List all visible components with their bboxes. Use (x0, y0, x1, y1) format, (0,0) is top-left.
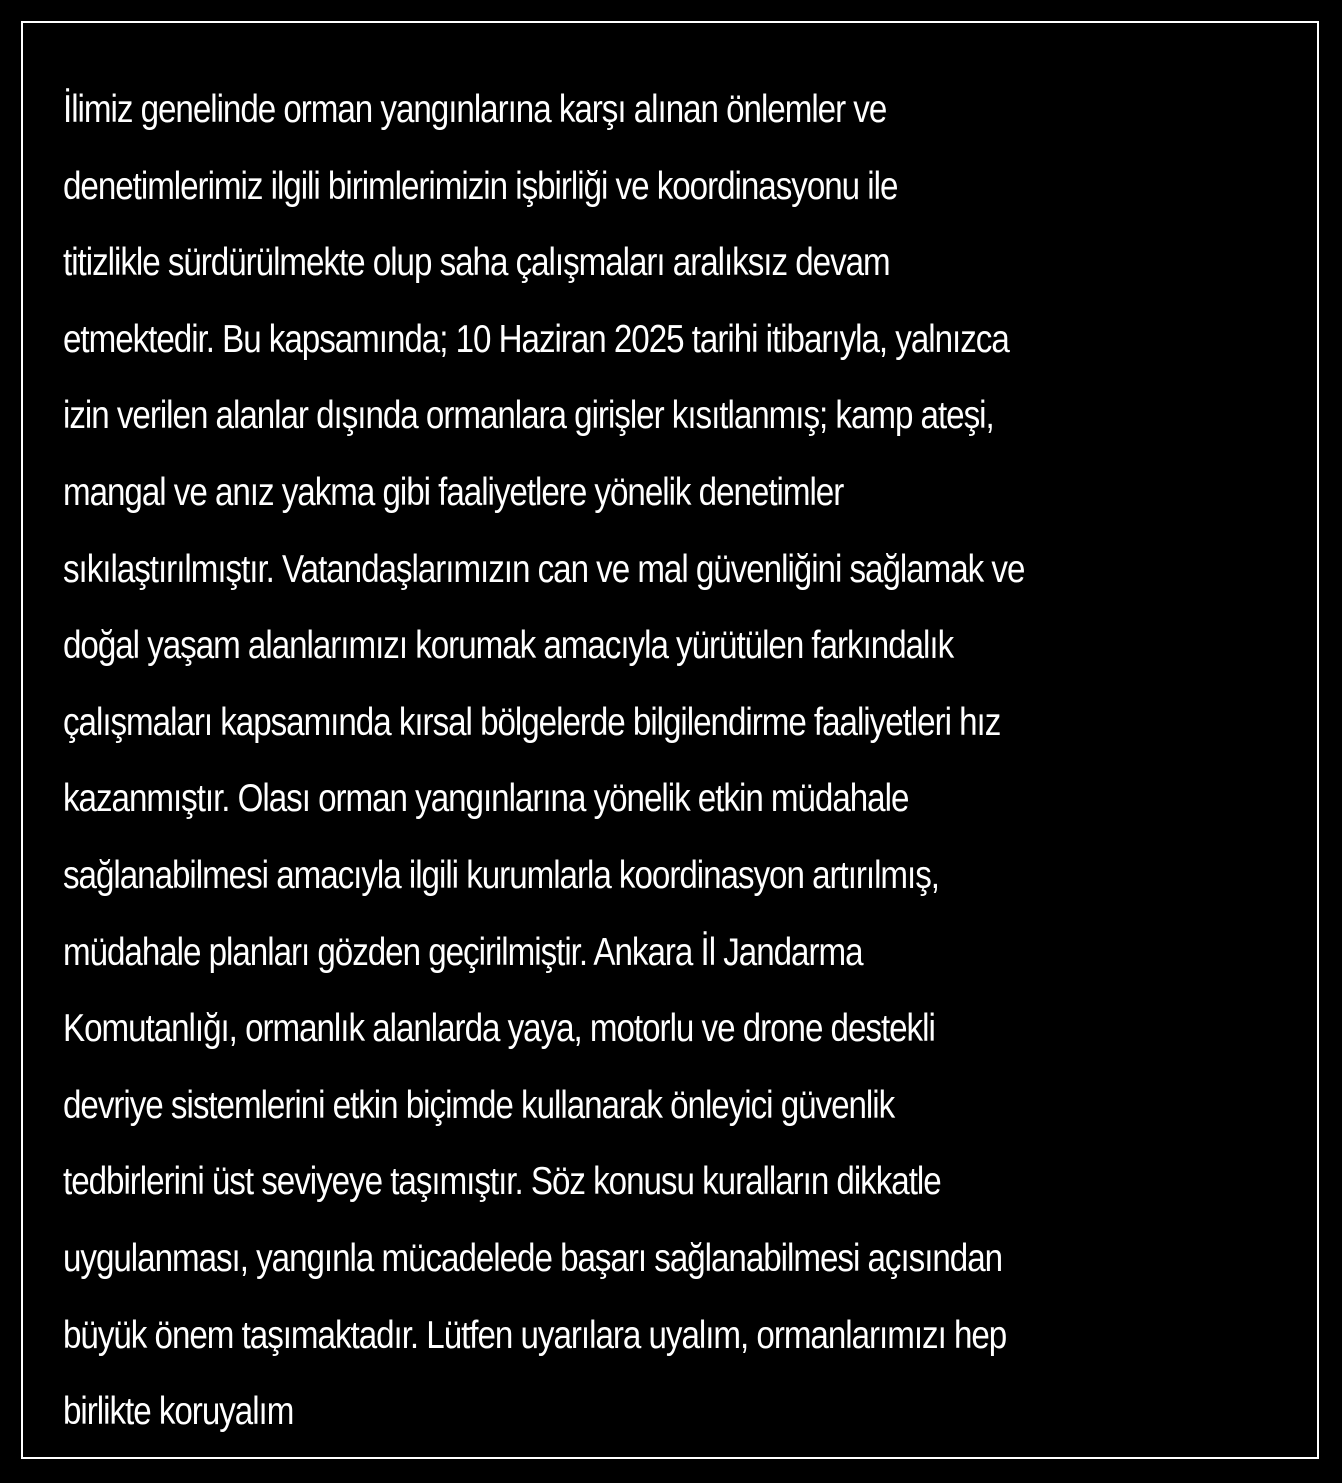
text-line: sıkılaştırılmıştır. Vatandaşlarımızın can ve mal güvenliğini sağlamak ve (63, 547, 1025, 591)
text-line: denetimlerimiz ilgili birimlerimizin işbirliği ve koordinasyonu ile (63, 164, 898, 208)
text-line: tedbirlerini üst seviyeye taşımıştır. Söz konusu kuralların dikkatle (63, 1160, 941, 1204)
text-line: birlikte koruyalım (63, 1390, 294, 1434)
text-line: kazanmıştır. Olası orman yangınlarına yönelik etkin müdahale (63, 777, 909, 821)
text-line: uygulanması, yangınla mücadelede başarı sağlanabilmesi açısından (63, 1236, 1003, 1280)
text-line: büyük önem taşımaktadır. Lütfen uyarılara uyalım, ormanlarımızı hep (63, 1313, 1007, 1357)
text-line: devriye sistemlerini etkin biçimde kullanarak önleyici güvenlik (63, 1083, 895, 1127)
text-line: İlimiz genelinde orman yangınlarına karşı alınan önlemler ve (63, 88, 887, 131)
text-line: doğal yaşam alanlarımızı korumak amacıyla yürütülen farkındalık (63, 624, 954, 668)
text-line: etmektedir. Bu kapsamında; 10 Haziran 2025 tarihi itibarıyla, yalnızca (63, 317, 1009, 361)
text-line: Komutanlığı, ormanlık alanlarda yaya, motorlu ve drone destekli (63, 1007, 935, 1051)
text-line: sağlanabilmesi amacıyla ilgili kurumlarla koordinasyon artırılmış, (63, 853, 939, 897)
text-line: çalışmaları kapsamında kırsal bölgelerde bilgilendirme faaliyetleri hız (63, 700, 1001, 744)
text-line: titizlikle sürdürülmekte olup saha çalışmaları aralıksız devam (63, 241, 890, 285)
announcement-text (63, 72, 1293, 1451)
text-line: müdahale planları gözden geçirilmiştir. Ankara İl Jandarma (63, 930, 863, 974)
text-line: izin verilen alanlar dışında ormanlara girişler kısıtlanmış; kamp ateşi, (63, 394, 994, 438)
text-line: mangal ve anız yakma gibi faaliyetlere yönelik denetimler (63, 470, 844, 514)
